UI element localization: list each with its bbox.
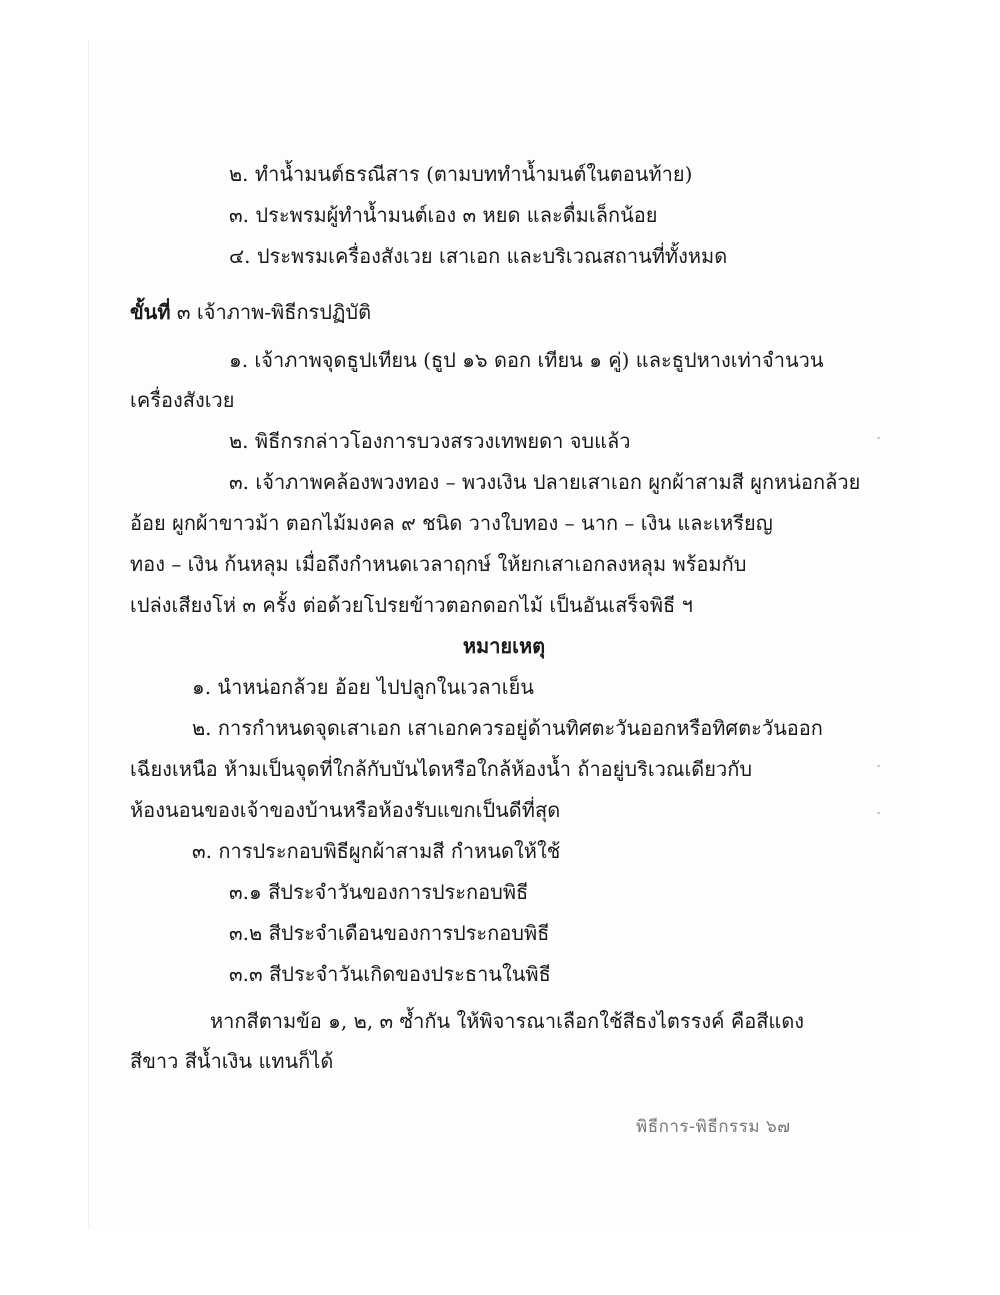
text-line: ห้องนอนของเจ้าของบ้านหรือห้องรับแขกเป็นดีที่สุด [130, 798, 561, 822]
text-line: หากสีตามข้อ ๑, ๒, ๓ ซ้ำกัน ให้พิจารณาเลือกใช้สีธงไตรรงค์ คือสีแดง [210, 1009, 805, 1033]
text-line: ๓.๑ สีประจำวันของการประกอบพิธี [229, 880, 529, 904]
text-line: ๒. ทำน้ำมนต์ธรณีสาร (ตามบททำน้ำมนต์ในตอนท้าย) [229, 162, 693, 186]
text-line: เครื่องสังเวย [130, 388, 235, 412]
text-line: ทอง – เงิน ก้นหลุม เมื่อถึงกำหนดเวลาฤกษ์ ให้ยกเสาเอกลงหลุม พร้อมกับ [130, 552, 747, 576]
scan-speck [877, 812, 880, 814]
text-line: ๓.๓ สีประจำวันเกิดของประธานในพิธี [229, 962, 551, 986]
text-line: ๓. ประพรมผู้ทำน้ำมนต์เอง ๓ หยด และดื่มเล็กน้อย [229, 203, 658, 227]
page-footer: พิธีการ-พิธีกรรม ๖๗ [636, 1117, 791, 1137]
text-line: เฉียงเหนือ ห้ามเป็นจุดที่ใกล้กับบันไดหรือใกล้ห้องน้ำ ถ้าอยู่บริเวณเดียวกับ [130, 757, 753, 781]
note-heading: หมายเหตุ [462, 634, 546, 658]
text-line: ๒. พิธีกรกล่าวโองการบวงสรวงเทพยดา จบแล้ว [229, 429, 631, 453]
text-line: ๓.๒ สีประจำเดือนของการประกอบพิธี [229, 921, 550, 945]
step3-label: ขั้นที่ [130, 300, 171, 324]
text-line: ๔. ประพรมเครื่องสังเวย เสาเอก และบริเวณสถานที่ทั้งหมด [229, 244, 728, 268]
text-line: อ้อย ผูกผ้าขาวม้า ตอกไม้มงคล ๙ ชนิด วางใบทอง – นาก – เงิน และเหรียญ [130, 511, 773, 535]
text-line: ๓. การประกอบพิธีผูกผ้าสามสี กำหนดให้ใช้ [192, 839, 561, 863]
step3-heading [130, 298, 371, 326]
text-line: ๑. เจ้าภาพจุดธูปเทียน (ธูป ๑๖ ดอก เทียน ๑ คู่) และธูปหางเท่าจำนวน [229, 348, 824, 372]
text-line: ๓. เจ้าภาพคล้องพวงทอง – พวงเงิน ปลายเสาเอก ผูกผ้าสามสี ผูกหน่อกล้วย [229, 470, 861, 494]
text-line: สีขาว สีน้ำเงิน แทนก็ได้ [130, 1049, 334, 1073]
step3-title: ๓ เจ้าภาพ-พิธีกรปฏิบัติ [170, 300, 372, 324]
text-line: เปล่งเสียงโห่ ๓ ครั้ง ต่อด้วยโปรยข้าวตอกดอกไม้ เป็นอันเสร็จพิธี ฯ [130, 593, 693, 617]
scan-speck [877, 437, 880, 439]
text-line: ๒. การกำหนดจุดเสาเอก เสาเอกควรอยู่ด้านทิศตะวันออกหรือทิศตะวันออก [192, 716, 823, 740]
scan-speck [877, 765, 880, 767]
text-line: ๑. นำหน่อกล้วย อ้อย ไปปลูกในเวลาเย็น [192, 675, 534, 699]
